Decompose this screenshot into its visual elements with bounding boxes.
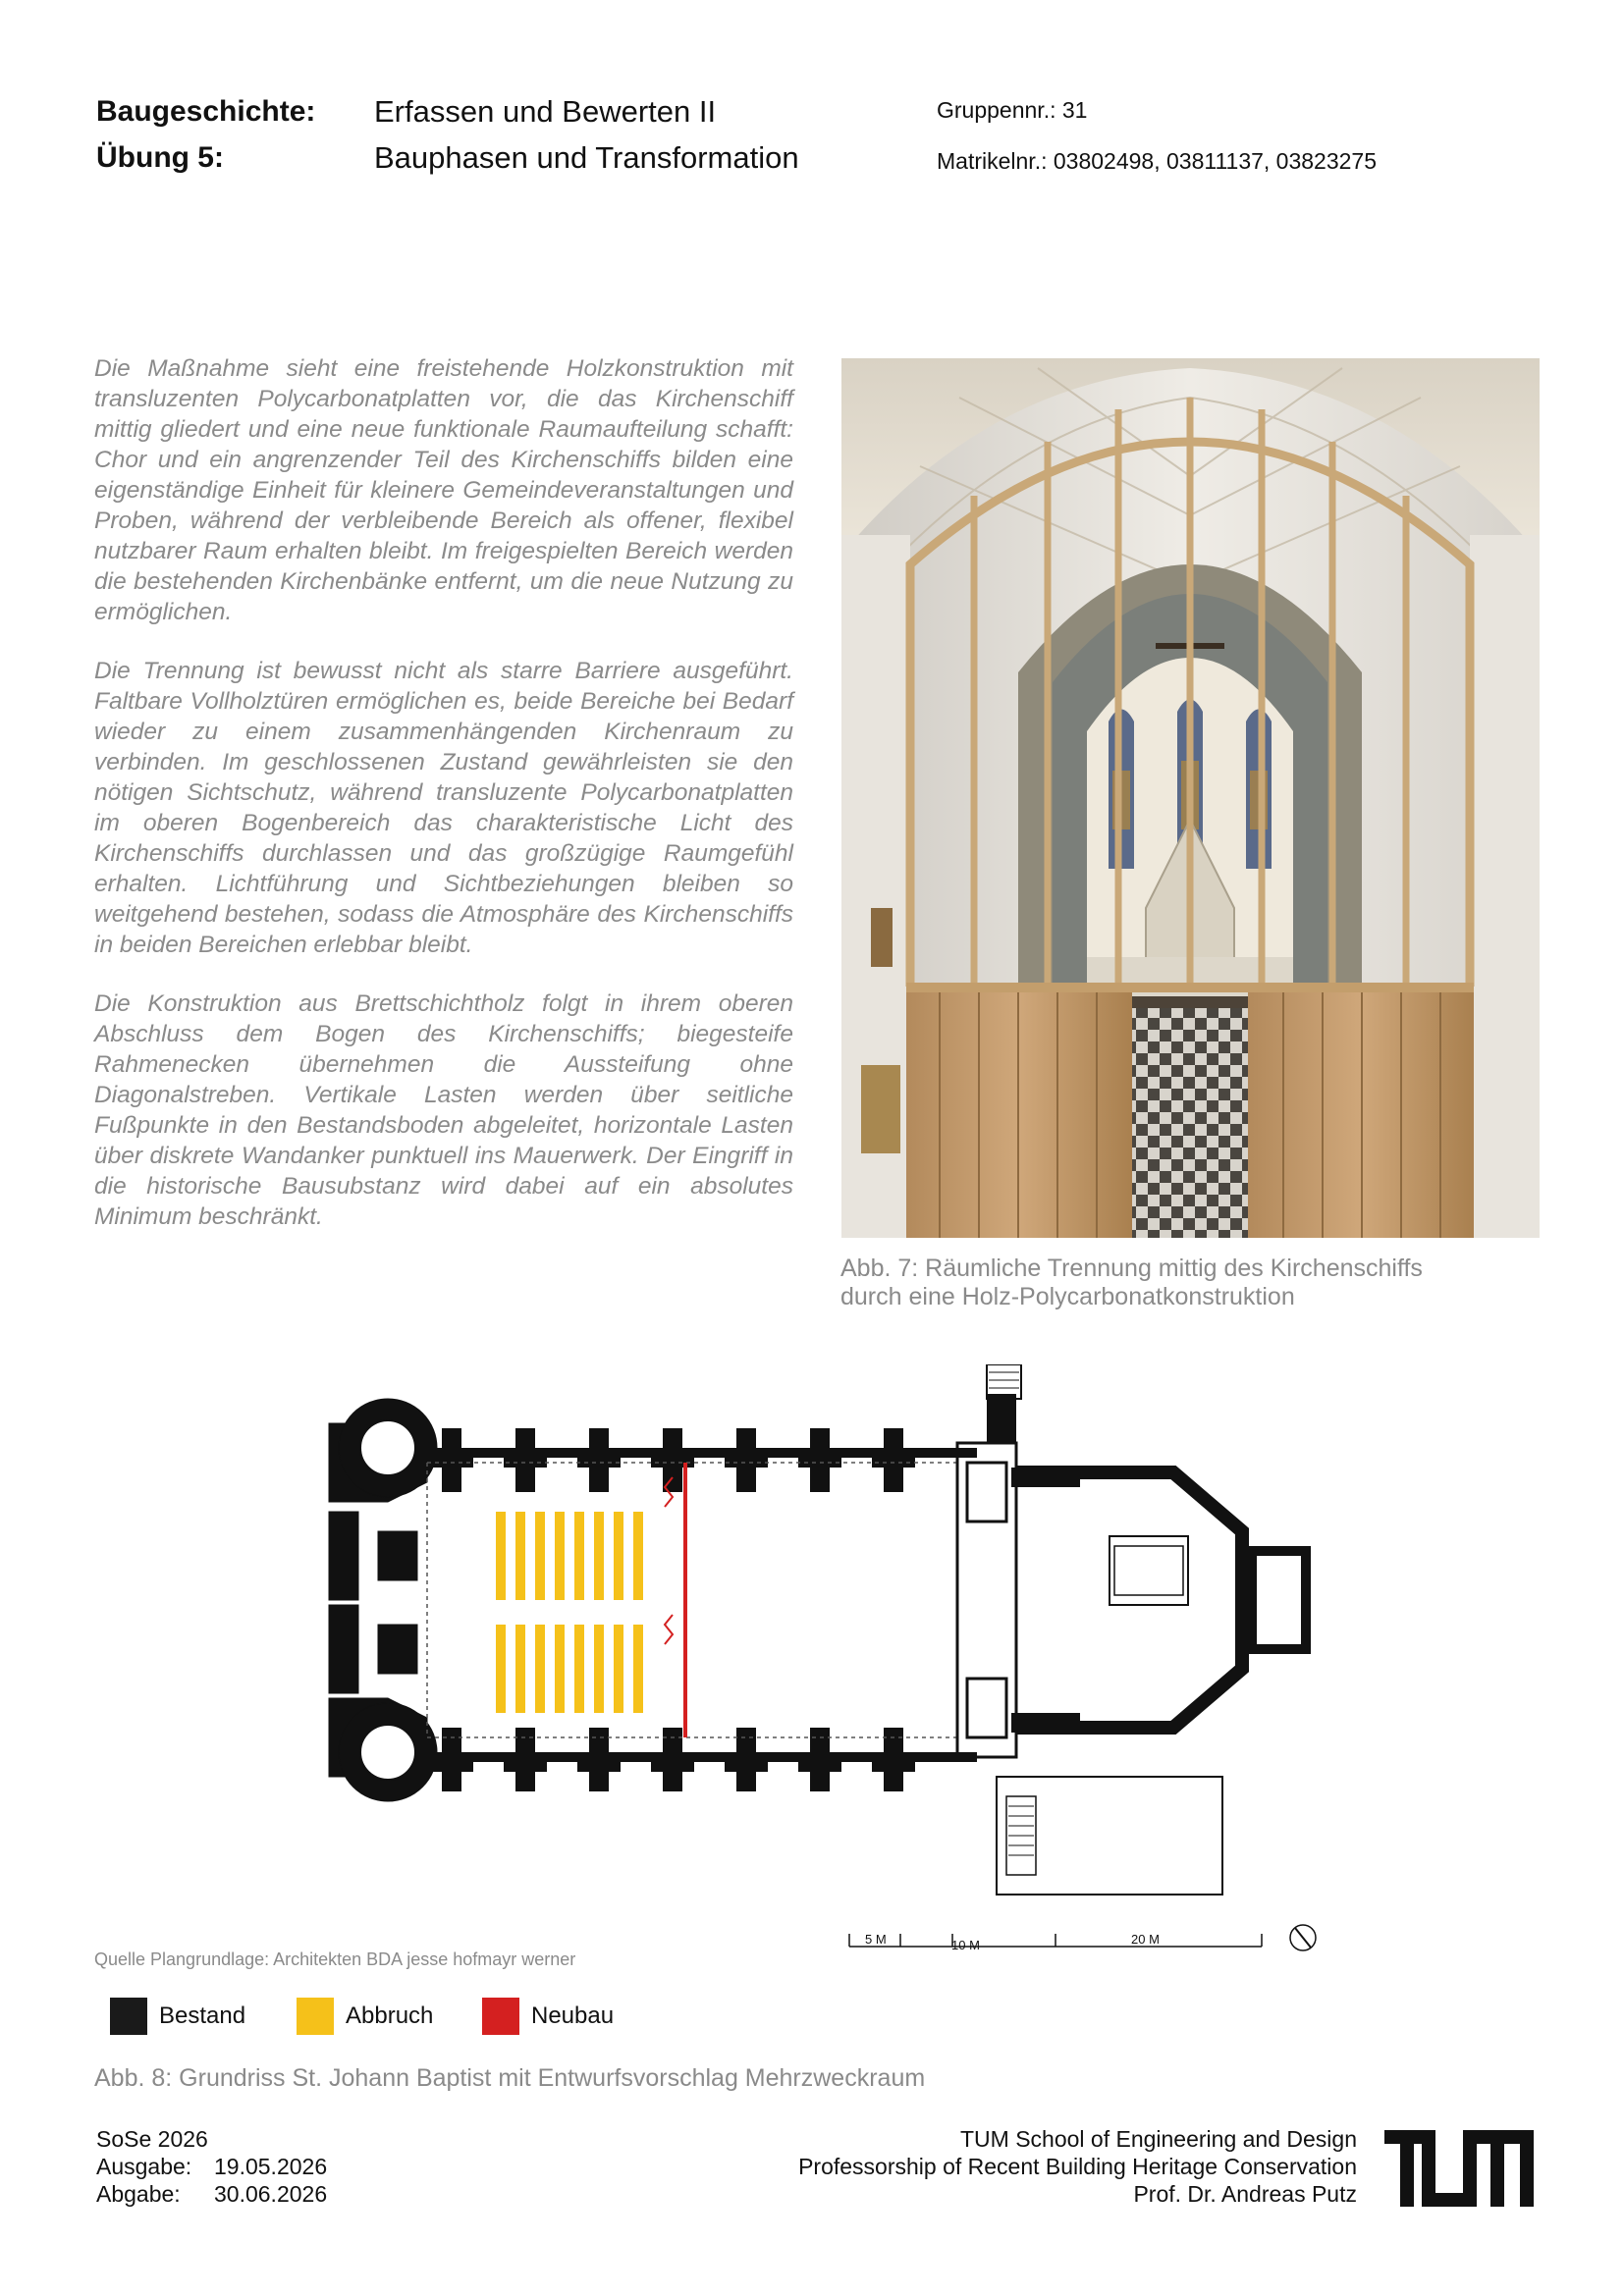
- ausgabe-value: 19.05.2026: [214, 2154, 328, 2179]
- legend-label-abbruch: Abbruch: [346, 2002, 434, 2029]
- legend-label-bestand: Bestand: [159, 2002, 246, 2029]
- paragraph-3: Die Konstruktion aus Brettschichtholz folgt in ihrem oberen Abschluss dem Bogen des Kirchenschiffs; biegesteife Rahmenecken übernehmen die Aussteifung ohne Diagonalstreben. Vertikale Lasten werden über seitliche Fußpunkte in den Bestandsboden abgeleitet, horizontale Lasten über diskrete Wandanker punktuell ins Mauerwerk. Der Eingriff in die historische Bausubstanz wird dabei auf ein absolutes Minimum beschränkt.: [94, 990, 793, 1230]
- figure7-caption: [840, 1255, 1606, 1311]
- pews-removed: [496, 1512, 643, 1713]
- school-name: TUM School of Engineering and Design: [959, 2126, 1357, 2152]
- legend-neubau: [482, 1998, 614, 2035]
- body-text: [94, 353, 793, 1260]
- floor-plan: [319, 1364, 1321, 1953]
- exercise-label: Übung 5:: [96, 141, 224, 174]
- course-label: Baugeschichte:: [96, 95, 316, 128]
- professor-name: Prof. Dr. Andreas Putz: [1133, 2181, 1357, 2207]
- legend-swatch-abbruch: [297, 1998, 334, 2035]
- footer-institution: [798, 2125, 1357, 2208]
- group-number: [937, 97, 1087, 124]
- scale-label-20m: 20 M: [1131, 1932, 1160, 1947]
- legend-swatch-neubau: [482, 1998, 519, 2035]
- matrikel-label: Matrikelnr.:: [937, 148, 1048, 174]
- plan-source: Quelle Plangrundlage: Architekten BDA jesse hofmayr werner: [94, 1949, 576, 1969]
- figure7-caption-line1: Abb. 7: Räumliche Trennung mittig des Kirchenschiffs: [840, 1255, 1423, 1282]
- scale-label-10m: 10 M: [951, 1938, 980, 1952]
- matrikel-numbers: [937, 148, 1377, 175]
- figure7-caption-line2: durch eine Holz-Polycarbonatkonstruktion: [840, 1283, 1295, 1310]
- footer-dates: [96, 2125, 327, 2208]
- group-label: Gruppennr.:: [937, 97, 1056, 123]
- figure8-caption: Abb. 8: Grundriss St. Johann Baptist mit Entwurfsvorschlag Mehrzweckraum: [94, 2064, 926, 2092]
- professorship-name: Professorship of Recent Building Heritage Conservation: [798, 2154, 1357, 2179]
- paragraph-1: Die Maßnahme sieht eine freistehende Holzkonstruktion mit transluzenten Polycarbonatplatten vor, die das Kirchenschiff mittig gliedert und eine neue funktionale Raumaufteilung schafft: Chor und ein angrenzender Teil des Kirchenschiffs bilden eine eigenständige Einheit für kleinere Gemeindeveranstaltungen und Proben, während der verbleibende Bereich als offener, flexibel nutzbarer Raum erhalten bleibt. Im freigespielten Bereich werden die bestehenden Kirchenbänke entfernt, um die neue Nutzung zu ermöglichen.: [94, 355, 793, 625]
- legend-swatch-bestand: [110, 1998, 147, 2035]
- north-arrow-icon: [1290, 1925, 1316, 1950]
- paragraph-2: Die Trennung ist bewusst nicht als starre Barriere ausgeführt. Faltbare Vollholztüren ermöglichen es, beide Bereiche bei Bedarf wieder zu einem zusammenhängenden Kirchenraum zu verbinden. Im geschlossenen Zustand gewährleisten sie den nötigen Sichtschutz, während transluzente Polycarbonatplatten im oberen Bogenbereich das charakteristische Licht des Kirchenschiffs durchlassen und das großzügige Raumgefühl erhalten. Lichtführung und Sichtbeziehungen bleiben so weitgehend bestehen, sodass die Atmosphäre des Kirchenschiffs in beiden Bereichen erlebbar bleibt.: [94, 658, 793, 958]
- semester: SoSe 2026: [96, 2126, 208, 2152]
- matrikel-value: 03802498, 03811137, 03823275: [1053, 148, 1378, 174]
- ausgabe-row: [96, 2153, 327, 2180]
- legend-bestand: [110, 1998, 245, 2035]
- legend-abbruch: [297, 1998, 433, 2035]
- tum-logo: [1384, 2130, 1534, 2207]
- scale-label-5m: 5 M: [865, 1932, 887, 1947]
- abgabe-label: Abgabe:: [96, 2181, 181, 2207]
- abgabe-value: 30.06.2026: [214, 2181, 328, 2207]
- course-title: Erfassen und Bewerten II: [374, 94, 717, 129]
- exercise-title: Bauphasen und Transformation: [374, 140, 799, 175]
- legend-label-neubau: Neubau: [531, 2002, 615, 2029]
- church-interior-image: [841, 358, 1540, 1238]
- group-value: 31: [1061, 97, 1088, 123]
- abgabe-row: [96, 2180, 327, 2208]
- ausgabe-label: Ausgabe:: [96, 2154, 192, 2179]
